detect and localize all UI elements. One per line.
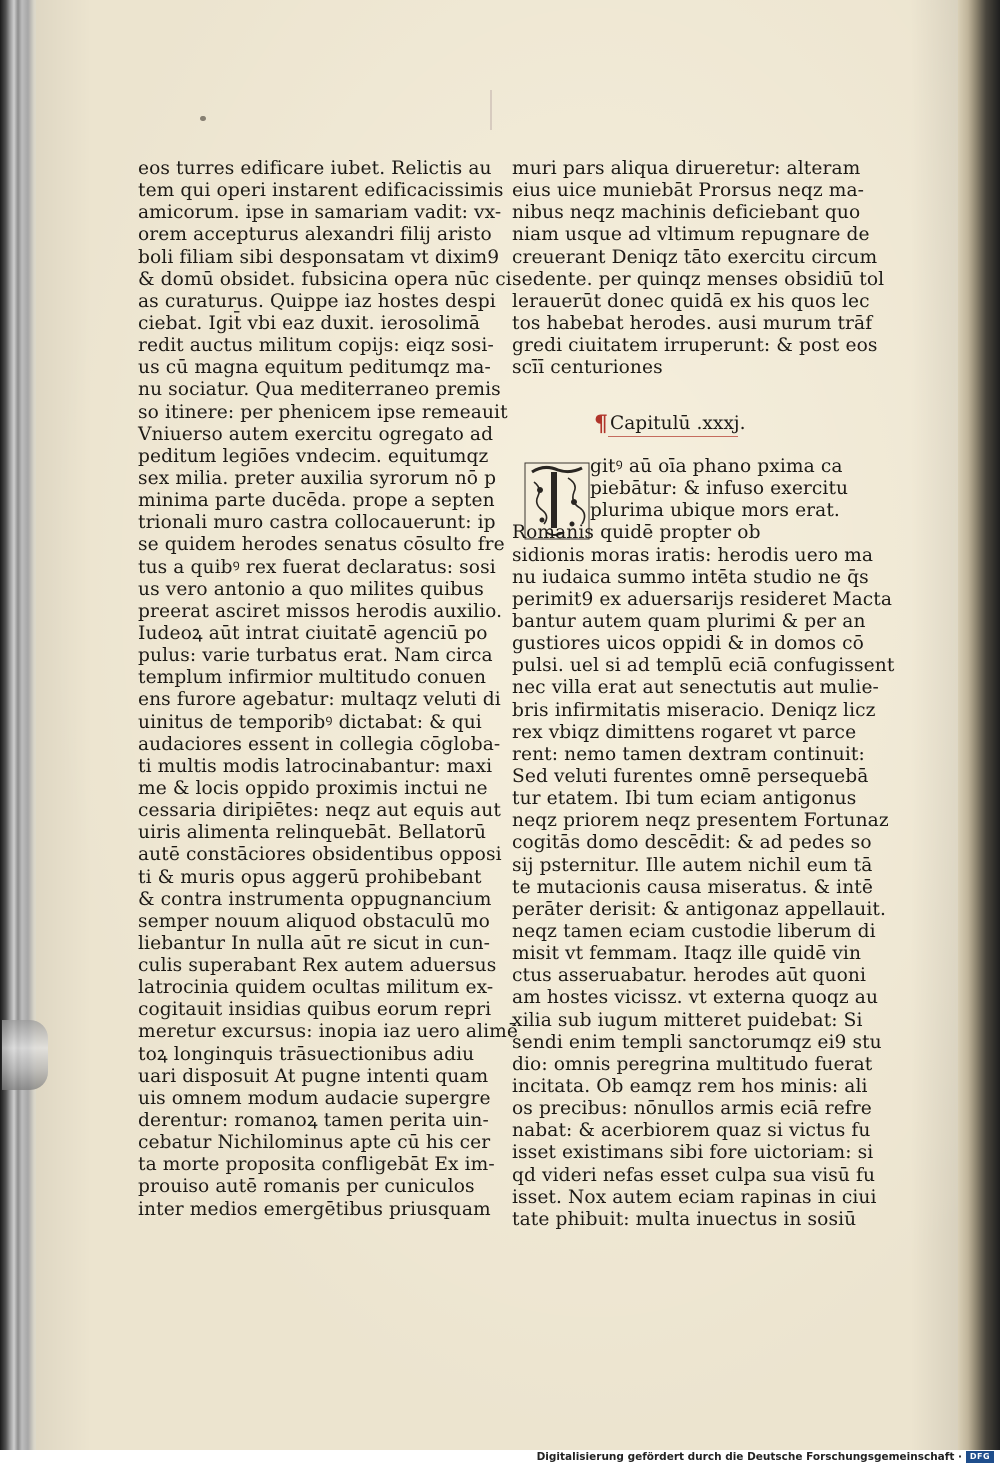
text-line: nu iudaica summo intēta studio ne q̄s (512, 566, 869, 588)
text-line: orem accepturus alexandri filij aristo (138, 224, 492, 246)
text-line: & contra instrumenta oppugnancium (138, 888, 492, 910)
text-line: & domū obsidet. fubsicina opera nūc ci (138, 268, 512, 290)
text-line: nabat: & acerbiorem quaz si victus fu (512, 1120, 871, 1142)
text-line: so itinere: per phenicem ipse remeauit (138, 401, 508, 423)
text-line: isset. Nox autem eciam rapinas in ciui (512, 1186, 877, 1208)
text-line: ciebat. Igit̄ vbi eaz duxit. ierosolimā (138, 312, 481, 334)
text-line: rent: nemo tamen dextram continuit: (512, 743, 865, 765)
text-line: bris infirmitatis miseracio. Deniqz licz (512, 699, 876, 721)
text-line: ti & muris opus aggerū prohibebant (138, 866, 482, 888)
text-line: tur etatem. Ibi tum eciam antigonus (512, 788, 857, 810)
right-text-column-bottom (512, 456, 895, 1231)
text-line: pulus: varie turbatus erat. Nam circa (138, 645, 493, 667)
left-text-column (138, 158, 518, 1221)
text-line: nibus neqz machinis deficiebant quo (512, 202, 861, 224)
text-line: perimit9 ex aduersarijs resideret Macta (512, 588, 893, 610)
text-line: pulsi. uel si ad templū eciā confugissent (512, 655, 895, 677)
text-line: gustiores uicos oppidi & in domos cō (512, 633, 864, 655)
book-fore-edge (0, 0, 40, 1450)
text-line: Iudeoꝝ aūt intrat ciuitatē agenciū po (138, 622, 488, 644)
text-line: Sed veluti furentes omnē persequebā (512, 765, 869, 787)
text-line: preerat asciret missos herodis auxilio. (138, 600, 503, 622)
text-line: uis omnem modum audacie supergre (138, 1087, 491, 1109)
text-line: piebātur: & infuso exercitu (590, 478, 849, 500)
ink-speck (200, 116, 206, 121)
text-line: ti multis modis latrocinabantur: maxi (138, 755, 493, 777)
dfg-logo: DFG (966, 1451, 994, 1463)
text-line: sedente. per quinqz menses obsidiū tol (512, 268, 885, 290)
text-line: sendi enim templi sanctorumqz ei9 stu (512, 1031, 882, 1053)
text-line: toꝝ longinquis trāsuectionibus adiu (138, 1043, 475, 1065)
text-line: autē constāciores obsidentibus opposi (138, 844, 502, 866)
heading-underline (608, 436, 738, 437)
text-line: trionali muro castra collocauerunt: ip (138, 512, 496, 534)
text-line: ens furore agebatur: multaqz veluti di (138, 689, 501, 711)
text-line: cogitās domo descēdit: & ad pedes so (512, 832, 872, 854)
text-line: lerauerūt donec quidā ex his quos lec (512, 290, 870, 312)
text-line: scīī centuriones (512, 357, 663, 379)
text-line: eius uice muniebāt Prorsus neqz ma- (512, 180, 865, 202)
text-line: gitꝰ aū oīa phano pxima ca (590, 456, 843, 477)
text-line: perāter derisit: & antigonaz appellauit. (512, 898, 887, 920)
text-line: tos habebat herodes. ausi murum trāf (512, 312, 873, 334)
text-line: tem qui operi instarent edificacissimis (138, 180, 504, 202)
text-line: dio: omnis peregrina multitudo fuerat (512, 1053, 873, 1075)
digitization-footer (0, 1450, 1000, 1464)
chapter-heading-text: Capitulū .xxxj. (610, 413, 746, 434)
text-line: bantur autem quam plurimi & per an (512, 610, 866, 632)
text-line: gredi ciuitatem irruperunt: & post eos (512, 335, 878, 357)
text-line: sij psternitur. Ille autem nichil eum tā (512, 854, 873, 876)
text-line: qd videri nefas esset culpa sua visū fu (512, 1164, 876, 1186)
text-line: uinitus de temporibꝰ dictabat: & qui (138, 711, 482, 733)
text-line: us cū magna equitum peditumqz ma- (138, 357, 491, 379)
page-clip (2, 1020, 48, 1090)
text-line: minima parte ducēda. prope a septen (138, 490, 495, 512)
text-line: derentur: romanoꝝ tamen perita uin- (138, 1110, 489, 1132)
chapter-heading (594, 411, 754, 439)
text-line: muri pars aliqua dirueretur: alteram (512, 158, 861, 179)
text-line: meretur excursus: inopia iaz uero alimē (138, 1021, 518, 1043)
text-line: sex milia. preter auxilia syrorum nō p (138, 467, 497, 489)
text-line: xilia sub iugum mitteret puidebat: Si (512, 1009, 863, 1031)
text-line: prouiso autē romanis per cuniculos (138, 1176, 475, 1198)
pilcrow-icon: ¶ (594, 411, 608, 437)
text-line: neqz priorem neqz presentem Fortunaz (512, 810, 889, 832)
text-line: uiris alimenta relinquebāt. Bellatorū (138, 822, 487, 844)
text-line: os precibus: nōnullos armis eciā refre (512, 1098, 872, 1120)
text-line: latrocinia quidem ocultas militum ex- (138, 977, 494, 999)
text-line: cebatur Nichilominus apte cū his cer (138, 1132, 491, 1154)
text-line: templum infirmior multitudo conuen (138, 667, 487, 689)
text-line: cogitauit insidias quibus eorum repri (138, 999, 492, 1021)
text-line: redit auctus militum copijs: eiqz sosi- (138, 335, 494, 357)
text-line: misit vt femmam. Itaqz ille quidē vin (512, 943, 862, 965)
text-line: liebantur In nulla aūt re sicut in cun- (138, 932, 491, 954)
text-line: incitata. Ob eamqz rem hos minis: ali (512, 1075, 868, 1097)
text-line: te mutacionis causa miseratus. & intē (512, 876, 873, 898)
text-line: se quidem herodes senatus cōsulto fre (138, 534, 505, 556)
text-line: semper nouum aliquod obstaculū mo (138, 910, 490, 932)
text-line: tate phibuit: multa inuectus in sosiū (512, 1208, 857, 1230)
text-line: boli filiam sibi desponsatam vt dixim9 (138, 246, 500, 268)
text-line: amicorum. ipse in samariam vadit: vx- (138, 202, 502, 224)
pen-trace (490, 90, 492, 130)
text-line: isset existimans sibi fore uictoriam: si (512, 1142, 874, 1164)
text-line: audaciores essent in collegia cōgloba- (138, 733, 501, 755)
right-text-column-top (512, 158, 885, 379)
text-line: tus a quibꝰ rex fuerat declaratus: sosi (138, 556, 496, 578)
text-line: nu sociatur. Qua mediterraneo premis (138, 379, 501, 401)
text-line: Romanis quidē propter ob (512, 522, 761, 544)
book-gutter (958, 0, 1000, 1450)
text-line: culis superabant Rex autem aduersus (138, 955, 497, 977)
text-line: creuerant Deniqz tāto exercitu circum (512, 246, 878, 268)
text-line: eos turres edificare iubet. Relictis au (138, 158, 492, 179)
text-line: niam usque ad vltimum repugnare de (512, 224, 870, 246)
text-line: ctus asseruabatur. herodes aūt quoni (512, 965, 866, 987)
text-line: plurima ubique mors erat. (590, 500, 840, 522)
text-line: cessaria diripiētes: neqz aut equis aut (138, 800, 501, 822)
text-line: nec villa erat aut senectutis aut mulie- (512, 677, 879, 699)
text-line: uari disposuit At pugne intenti quam (138, 1065, 489, 1087)
text-line: ta morte proposita confligebāt Ex im- (138, 1154, 495, 1176)
text-line: sidionis moras iratis: herodis uero ma (512, 544, 874, 566)
text-line: as curaturus. Quippe iaz hostes despi (138, 290, 496, 312)
text-line: rex vbiqz dimittens rogaret vt parce (512, 721, 857, 743)
text-line: am hostes vicissz. vt externa quoqz au (512, 987, 879, 1009)
text-line: inter medios emergētibus priusquam (138, 1198, 491, 1220)
text-line: Vniuerso autem exercitu ogregato ad (138, 423, 494, 445)
text-line: neqz tamen eciam custodie liberum di (512, 920, 876, 942)
text-line: me & locis oppido proximis inctui ne (138, 777, 488, 799)
text-line: us vero antonio a quo milites quibus (138, 578, 484, 600)
footer-credit: Digitalisierung gefördert durch die Deutsche Forschungsgemeinschaft · (536, 1451, 962, 1463)
text-line: peditum legiōes vndecim. equitumqz (138, 445, 489, 467)
